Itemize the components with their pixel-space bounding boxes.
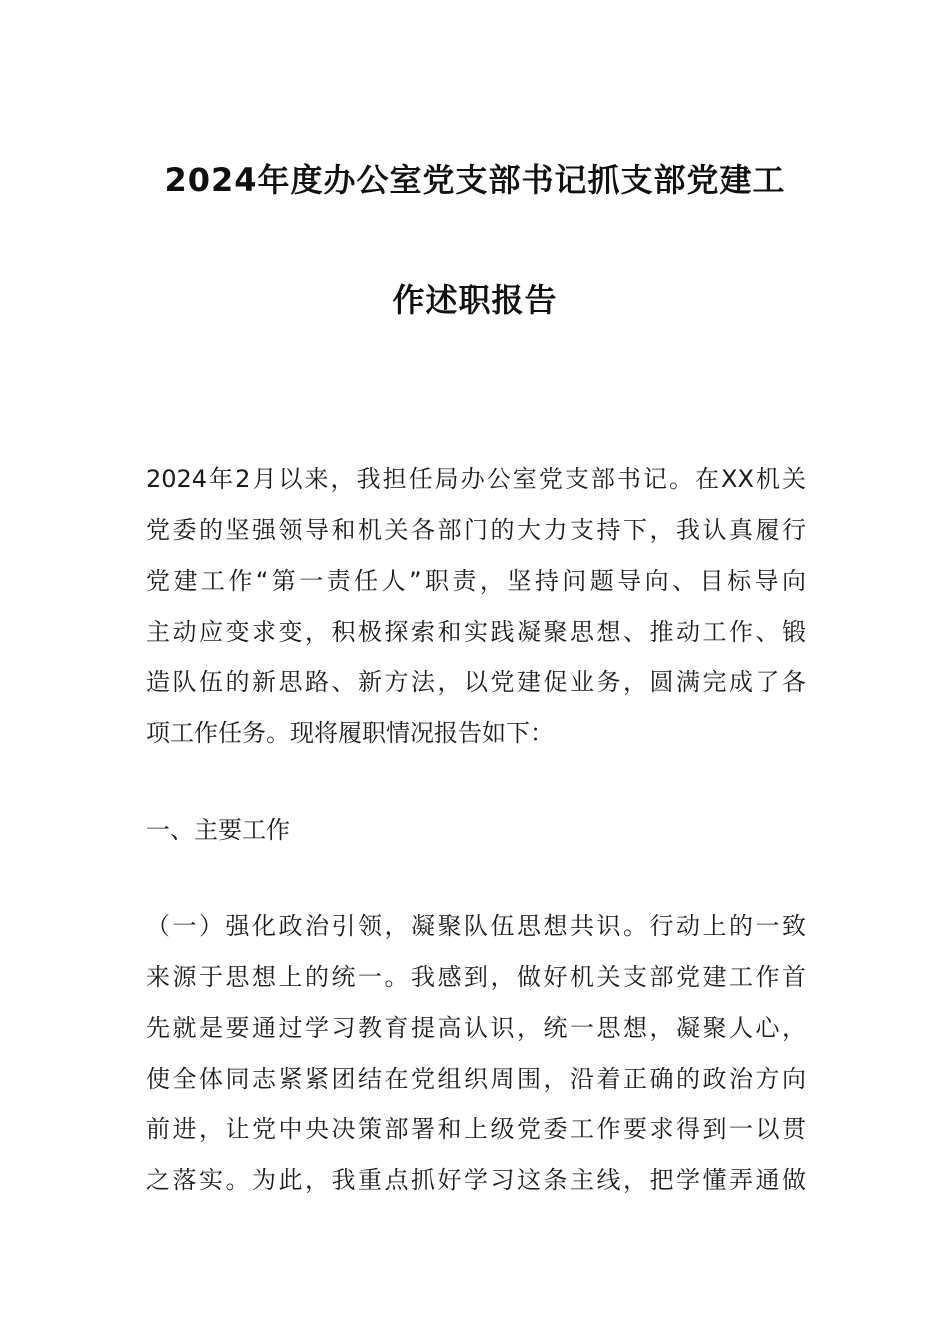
intro-line: 造队伍的新思路、新方法，以党建促业务，圆满完成了各 [146,668,806,696]
section-line: 之落实。为此，我重点抓好学习这条主线，把学懂弄通做 [146,1166,806,1194]
section-line: 先就是要通过学习教育提高认识，统一思想，凝聚人心， [146,1014,806,1042]
section-line: （一）强化政治引领，凝聚队伍思想共识。行动上的一致 [146,912,806,940]
document-title-line-1: 2024年度办公室党支部书记抓支部党建工 [164,161,786,199]
section-line: 来源于思想上的统一。我感到，做好机关支部党建工作首 [146,963,806,991]
section-heading: 一、主要工作 [146,816,290,844]
intro-line: 项工作任务。现将履职情况报告如下： [146,719,554,747]
intro-line: 党委的坚强领导和机关各部门的大力支持下，我认真履行 [146,516,806,544]
section-line: 前进，让党中央决策部署和上级党委工作要求得到一以贯 [146,1115,806,1143]
section-line: 使全体同志紧紧团结在党组织周围，沿着正确的政治方向 [146,1065,806,1093]
intro-line: 主动应变求变，积极探索和实践凝聚思想、推动工作、锻 [146,618,806,646]
intro-line: 2024年2月以来，我担任局办公室党支部书记。在XX机关 [146,465,806,493]
intro-line: 党建工作“第一责任人”职责，坚持问题导向、目标导向 [146,567,806,595]
document-title-line-2: 作述职报告 [392,281,558,319]
